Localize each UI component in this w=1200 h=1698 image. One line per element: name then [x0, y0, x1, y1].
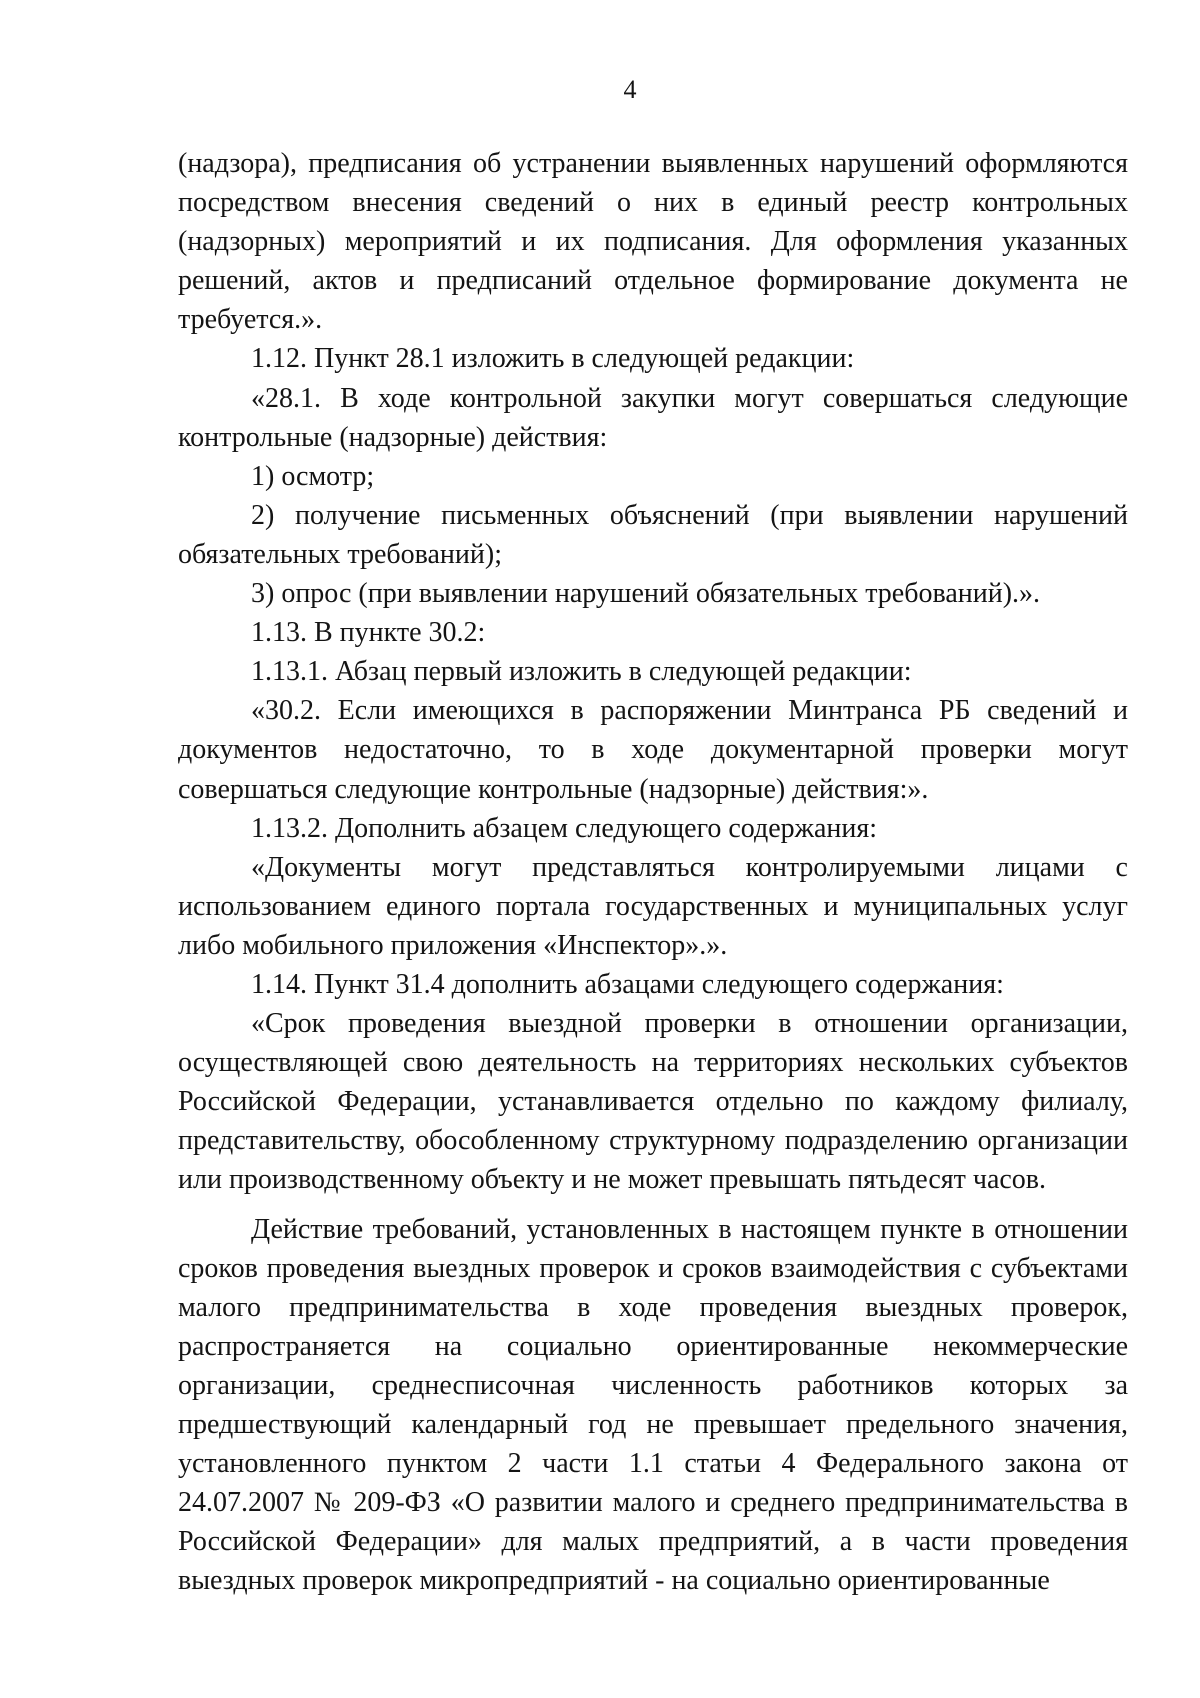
paragraph-quote-inspection-term: «Срок проведения выездной проверки в отношении организации, осуществляющей свою деятельность на территориях нескольких субъектов Российской Федерации, устанавливается отдельно по каждому филиалу, представительству, обособленному структурному подразделению организации или производственному объекту и не может превышать пятьдесят часов. — [178, 1008, 1128, 1196]
page-number: 4 — [623, 75, 637, 104]
list-item-1: 1) осмотр; — [251, 460, 375, 492]
paragraph-requirements-scope: Действие требований, установленных в настоящем пункте в отношении сроков проведения выездных проверок и сроков взаимодействия с субъектами малого предпринимательства в ходе проведения выездных проверок, распространяется на социально ориентированные некоммерческие организации, среднесписочная численность работников которых за предшествующий календарный год не превышает предельного значения, установленного пунктом 2 части 1.1 статьи 4 Федерального закона от 24.07.2007 № 209-ФЗ «О развитии малого и среднего предпринимательства в Российской Федерации» для малых предприятий, а в части проведения выездных проверок микропредприятий - на социально ориентированные — [178, 1213, 1128, 1597]
list-item-2: 2) получение письменных объяснений (при выявлении нарушений обязательных требований); — [178, 499, 1128, 570]
paragraph-continuation: (надзора), предписания об устранении выявленных нарушений оформляются посредством внесения сведений о них в единый реестр контрольных (надзорных) мероприятий и их подписания. Для оформления указанных решений, актов и предписаний отдельное формирование документа не требуется.». — [178, 148, 1128, 336]
list-item-3: 3) опрос (при выявлении нарушений обязательных требований).». — [251, 578, 1041, 610]
document-body — [178, 144, 1128, 1600]
paragraph-item-1-14: 1.14. Пункт 31.4 дополнить абзацами следующего содержания: — [251, 968, 1004, 1000]
paragraph-quote-30-2: «30.2. Если имеющихся в распоряжении Минтранса РБ сведений и документов недостаточно, то в ходе документарной проверки могут совершаться следующие контрольные (надзорные) действия:». — [178, 695, 1128, 805]
paragraph-item-1-12: 1.12. Пункт 28.1 изложить в следующей редакции: — [251, 343, 855, 375]
paragraph-quote-documents: «Документы могут представляться контролируемыми лицами с использованием единого портала государственных и муниципальных услуг либо мобильного приложения «Инспектор».». — [178, 851, 1128, 961]
paragraph-quote-28-1: «28.1. В ходе контрольной закупки могут совершаться следующие контрольные (надзорные) действия: — [178, 382, 1128, 453]
paragraph-item-1-13-1: 1.13.1. Абзац первый изложить в следующей редакции: — [251, 656, 912, 688]
paragraph-item-1-13: 1.13. В пункте 30.2: — [251, 617, 486, 649]
paragraph-item-1-13-2: 1.13.2. Дополнить абзацем следующего содержания: — [251, 812, 878, 844]
